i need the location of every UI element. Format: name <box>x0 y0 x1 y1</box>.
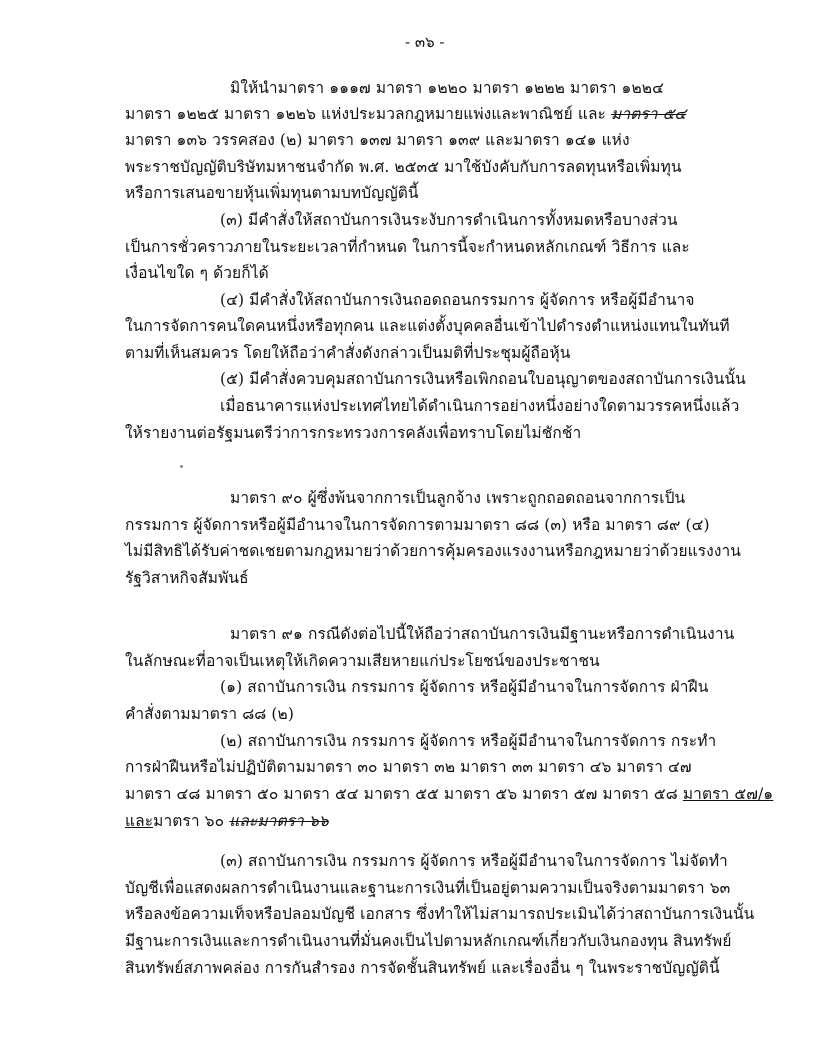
para-line: ในการจัดการคนใดคนหนึ่งหรือทุกคน และแต่งตั้งบุคคลอื่นเข้าไปดำรงตำแหน่งแทนในทันที <box>125 317 730 335</box>
section-91-line: (๓) สถาบันการเงิน กรรมการ ผู้จัดการ หรือผู้มีอำนาจในการจัดการ ไม่จัดทำ <box>220 852 728 870</box>
para-line <box>125 104 686 124</box>
section-90-line: มาตรา ๙๐ ผู้ซึ่งพ้นจากการเป็นลูกจ้าง เพราะถูกถอดถอนจากการเป็น <box>230 489 686 507</box>
section-91-line <box>125 784 773 804</box>
para-line: เมื่อธนาคารแห่งประเทศไทยได้ดำเนินการอย่างหนึ่งอย่างใดตามวรรคหนึ่งแล้ว <box>220 397 740 415</box>
section-91-line: คำสั่งตามมาตรา ๘๘ (๒) <box>125 705 294 723</box>
scan-speck <box>180 465 183 468</box>
text-run: มาตรา ๖๐ <box>153 812 225 830</box>
section-91-line: (๑) สถาบันการเงิน กรรมการ ผู้จัดการ หรือผู้มีอำนาจในการจัดการ ฝ่าฝืน <box>220 678 709 696</box>
section-91-line: การฝ่าฝืนหรือไม่ปฏิบัติตามมาตรา ๓๐ มาตรา ๓๒ มาตรา ๓๓ มาตรา ๔๖ มาตรา ๔๗ <box>125 758 692 776</box>
section-91-line: สินทรัพย์สภาพคล่อง การกันสำรอง การจัดชั้นสินทรัพย์ และเรื่องอื่น ๆ ในพระราชบัญญัตินี้ <box>125 959 720 977</box>
para-line: หรือการเสนอขายหุ้นเพิ่มทุนตามบทบัญญัตินี้ <box>125 184 419 202</box>
section-91-line: มีฐานะการเงินและการดำเนินงานที่มั่นคงเป็นไปตามหลักเกณฑ์เกี่ยวกับเงินกองทุน สินทรัพย์ <box>125 932 732 950</box>
para-line: พระราชบัญญัติบริษัทมหาชนจำกัด พ.ศ. ๒๕๓๕ มาใช้บังคับกับการลดทุนหรือเพิ่มทุน <box>125 158 682 176</box>
para-line: ให้รายงานต่อรัฐมนตรีว่าการกระทรวงการคลังเพื่อทราบโดยไม่ชักช้า <box>125 424 582 442</box>
underlined-text: มาตรา ๕๗/๑ <box>682 785 774 803</box>
section-91-line: (๒) สถาบันการเงิน กรรมการ ผู้จัดการ หรือผู้มีอำนาจในการจัดการ กระทำ <box>220 732 717 750</box>
section-91-line: มาตรา ๙๑ กรณีดังต่อไปนี้ให้ถือว่าสถาบันการเงินมีฐานะหรือการดำเนินงาน <box>230 625 735 643</box>
section-91-line: บัญชีเพื่อแสดงผลการดำเนินงานและฐานะการเงินที่เป็นอยู่ตามความเป็นจริงตามมาตรา ๖๓ <box>125 879 731 897</box>
para-line: ตามที่เห็นสมควร โดยให้ถือว่าคำสั่งดังกล่าวเป็นมติที่ประชุมผู้ถือหุ้น <box>125 344 571 362</box>
section-90-line: ไม่มีสิทธิได้รับค่าชดเชยตามกฎหมายว่าด้วยการคุ้มครองแรงงานหรือกฎหมายว่าด้วยแรงงาน <box>125 542 742 560</box>
strikethrough-text: และมาตรา ๖๖ <box>229 812 329 830</box>
section-90-line: รัฐวิสาหกิจสัมพันธ์ <box>125 569 249 587</box>
page-number: - ๓๖ - <box>405 33 445 51</box>
strikethrough-text: มาตรา ๕๔ <box>611 105 687 123</box>
section-91-line <box>125 811 329 831</box>
section-91-line: ในลักษณะที่อาจเป็นเหตุให้เกิดความเสียหายแก่ประโยชน์ของประชาชน <box>125 652 600 670</box>
para-line: (๔) มีคำสั่งให้สถาบันการเงินถอดถอนกรรมการ ผู้จัดการ หรือผู้มีอำนาจ <box>220 291 695 309</box>
para-line: เป็นการชั่วคราวภายในระยะเวลาที่กำหนด ในการนี้จะกำหนดหลักเกณฑ์ วิธีการ และ <box>125 238 690 256</box>
underlined-text: และ <box>125 812 154 830</box>
section-91-line: หรือลงข้อความเท็จหรือปลอมบัญชี เอกสาร ซึ่งทำให้ไม่สามารถประเมินได้ว่าสถาบันการเงินนั้น <box>125 905 755 923</box>
para-line: มาตรา ๑๓๖ วรรคสอง (๒) มาตรา ๑๓๗ มาตรา ๑๓๙ และมาตรา ๑๔๑ แห่ง <box>125 131 630 149</box>
para-line: มิให้นำมาตรา ๑๑๑๗ มาตรา ๑๒๒๐ มาตรา ๑๒๒๒ มาตรา ๑๒๒๔ <box>230 79 664 97</box>
para-line: เงื่อนไขใด ๆ ด้วยก็ได้ <box>125 264 269 282</box>
para-line: (๕) มีคำสั่งควบคุมสถาบันการเงินหรือเพิกถอนใบอนุญาตของสถาบันการเงินนั้น <box>220 370 746 388</box>
text-run: มาตรา ๔๘ มาตรา ๕๐ มาตรา ๕๔ มาตรา ๕๕ มาตรา ๕๖ มาตรา ๕๗ มาตรา ๕๘ <box>125 785 678 803</box>
text-run: มาตรา ๑๒๒๕ มาตรา ๑๒๒๖ แห่งประมวลกฎหมายแพ่งและพาณิชย์ และ <box>125 105 606 123</box>
para-line: (๓) มีคำสั่งให้สถาบันการเงินระงับการดำเนินการทั้งหมดหรือบางส่วน <box>220 211 678 229</box>
section-90-line: กรรมการ ผู้จัดการหรือผู้มีอำนาจในการจัดการตามมาตรา ๘๘ (๓) หรือ มาตรา ๘๙ (๔) <box>125 516 710 534</box>
